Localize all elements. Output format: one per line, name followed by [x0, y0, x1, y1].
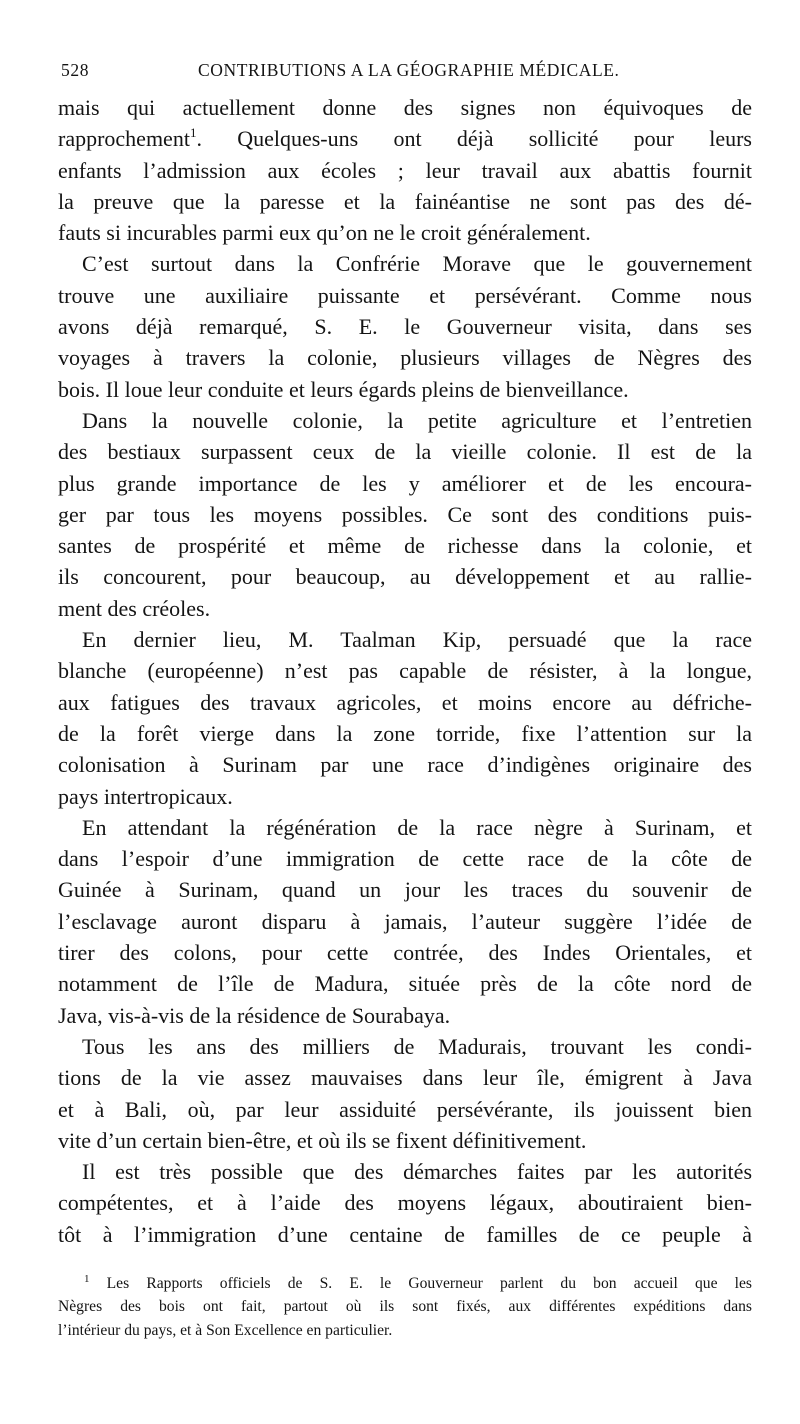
page-content	[58, 58, 752, 1342]
body-text	[58, 92, 752, 1250]
paragraph-start: Tous les ans des milliers de Madurais, trouvant les condi-	[82, 1033, 752, 1059]
footnote	[58, 1272, 752, 1343]
text-line: des bestiaux surpassent ceux de la vieille colonie. Il est de la	[58, 439, 752, 465]
paragraph-start: C’est surtout dans la Confrérie Morave que le gouvernement	[82, 251, 752, 277]
text-line: l’esclavage auront disparu à jamais, l’auteur suggère l’idée de	[58, 908, 752, 934]
footnote-text: Les Rapports officiels de S. E. le Gouverneur parlent du bon accueil que les	[89, 1274, 752, 1292]
footnote-line: Nègres des bois ont fait, partout où ils sont fixés, aux différentes expéditions dans	[58, 1298, 752, 1316]
text-line: pays intertropicaux.	[58, 783, 233, 809]
text-line: la preuve que la paresse et la fainéantise ne sont pas des dé-	[58, 188, 752, 214]
text-line: tions de la vie assez mauvaises dans leur île, émigrent à Java	[58, 1065, 752, 1091]
text-line: de la forêt vierge dans la zone torride, fixe l’attention sur la	[58, 720, 752, 746]
running-title: CONTRIBUTIONS A LA GÉOGRAPHIE MÉDICALE.	[198, 60, 620, 80]
footnote-line	[58, 1272, 752, 1296]
text-line: Guinée à Surinam, quand un jour les traces du souvenir de	[58, 877, 752, 903]
text-line: mais qui actuellement donne des signes non équivoques de	[58, 95, 752, 120]
paragraph-start: Dans la nouvelle colonie, la petite agriculture et l’entretien	[82, 407, 752, 433]
text-line: voyages à travers la colonie, plusieurs villages de Nègres des	[58, 345, 752, 371]
text-line: ils concourent, pour beaucoup, au développement et au rallie-	[58, 564, 752, 590]
footnote-line: l’intérieur du pays, et à Son Excellence en particulier.	[58, 1321, 393, 1339]
text-line: fauts si incurables parmi eux qu’on ne le croit généralement.	[58, 220, 591, 246]
text-line: compétentes, et à l’aide des moyens légaux, aboutiraient bien-	[58, 1190, 752, 1216]
text-line: et à Bali, où, par leur assiduité persévérante, ils jouissent bien	[58, 1096, 752, 1122]
text-line: ger par tous les moyens possibles. Ce sont des conditions puis-	[58, 501, 752, 527]
text-line: colonisation à Surinam par une race d’indigènes originaire des	[58, 752, 752, 778]
paragraph-start: Il est très possible que des démarches faites par les autorités	[82, 1159, 752, 1185]
paragraph-start: En dernier lieu, M. Taalman Kip, persuadé que la race	[82, 627, 752, 653]
footnote-reference: 1	[189, 125, 197, 141]
text-line: santes de prospérité et même de richesse dans la colonie, et	[58, 533, 752, 559]
text-line: avons déjà remarqué, S. E. le Gouverneur visita, dans ses	[58, 314, 752, 340]
text-line: tôt à l’immigration d’une centaine de familles de ce peuple à	[58, 1221, 752, 1247]
paragraph-start: En attendant la régénération de la race nègre à Surinam, et	[82, 814, 752, 840]
text-line: Java, vis-à-vis de la résidence de Sourabaya.	[58, 1002, 451, 1028]
page-number: 528	[61, 60, 90, 80]
text-fragment: . Quelques-uns ont déjà sollicité pour leurs	[196, 126, 752, 152]
text-line: aux fatigues des travaux agricoles, et moins encore au défriche-	[58, 689, 752, 715]
text-line: tirer des colons, pour cette contrée, des Indes Orientales, et	[58, 940, 752, 966]
text-line: notamment de l’île de Madura, située près de la côte nord de	[58, 971, 752, 997]
running-head	[58, 58, 752, 88]
text-fragment: rapprochement	[58, 126, 190, 152]
text-line: bois. Il loue leur conduite et leurs égards pleins de bienveillance.	[58, 376, 629, 402]
text-line-with-footnote-ref	[58, 123, 752, 154]
footnote-marker: 1	[84, 1272, 90, 1285]
text-line: dans l’espoir d’une immigration de cette race de la côte de	[58, 846, 752, 872]
text-line: ment des créoles.	[58, 595, 211, 621]
text-line: blanche (européenne) n’est pas capable de résister, à la longue,	[58, 658, 752, 684]
text-line: plus grande importance de les y améliorer et de les encoura-	[58, 470, 752, 496]
text-line: vite d’un certain bien-être, et où ils se fixent définitivement.	[58, 1127, 587, 1153]
text-line: trouve une auxiliaire puissante et persévérant. Comme nous	[58, 282, 752, 308]
text-line: enfants l’admission aux écoles ; leur travail aux abattis fournit	[58, 157, 752, 183]
